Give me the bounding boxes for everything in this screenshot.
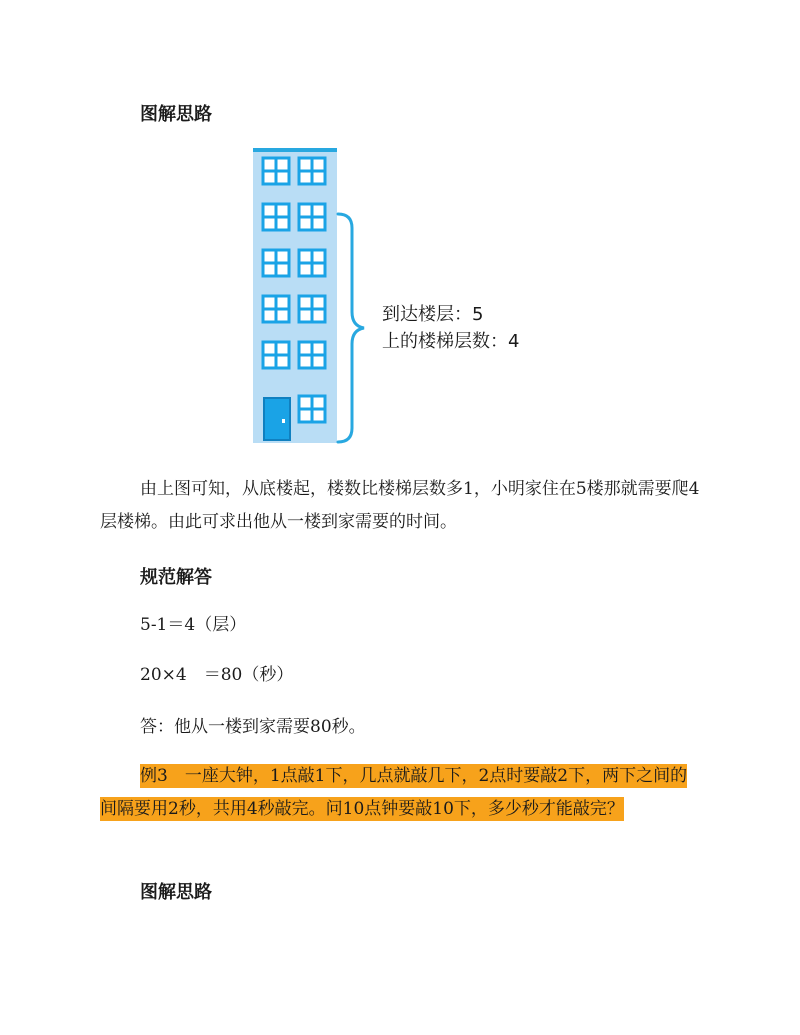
window-icon [263,296,289,322]
equation-1: 5-1＝4（层） [140,615,247,635]
window-icon [263,250,289,276]
section-heading-diagram-2: 图解思路 [140,882,212,903]
equation-2: 20×4 ＝80（秒） [140,665,294,685]
window-icon [299,396,325,422]
explanation-text: 由上图可知，从底楼起，楼数比楼梯层数多1，小明家住在5楼那就需要爬4层楼梯。由此可求出他从一楼到家需要的时间。 [100,479,700,532]
curly-brace [336,212,366,444]
example-text-highlighted: 例3 一座大钟，1点敲1下，几点就敲几下，2点时要敲2下，两下之间的间隔要用2秒，共用4秒敲完。问10点钟要敲10下，多少秒才能敲完？ [100,766,688,819]
building-illustration [253,148,337,443]
window-icon [299,296,325,322]
answer-line: 答：他从一楼到家需要80秒。 [140,717,366,737]
door-knob [282,419,285,423]
example-paragraph [100,760,700,826]
window-icon [299,204,325,230]
door-icon [263,397,291,441]
window-icon [299,342,325,368]
window-icon [263,342,289,368]
note-floor: 到达楼层：5 [382,304,484,325]
window-icon [299,250,325,276]
section-heading-solution: 规范解答 [140,567,212,588]
section-heading-diagram: 图解思路 [140,104,212,125]
explanation-paragraph [100,473,700,539]
window-icon [263,204,289,230]
note-stairs: 上的楼梯层数：4 [382,331,520,352]
window-icon [299,158,325,184]
window-icon [263,158,289,184]
